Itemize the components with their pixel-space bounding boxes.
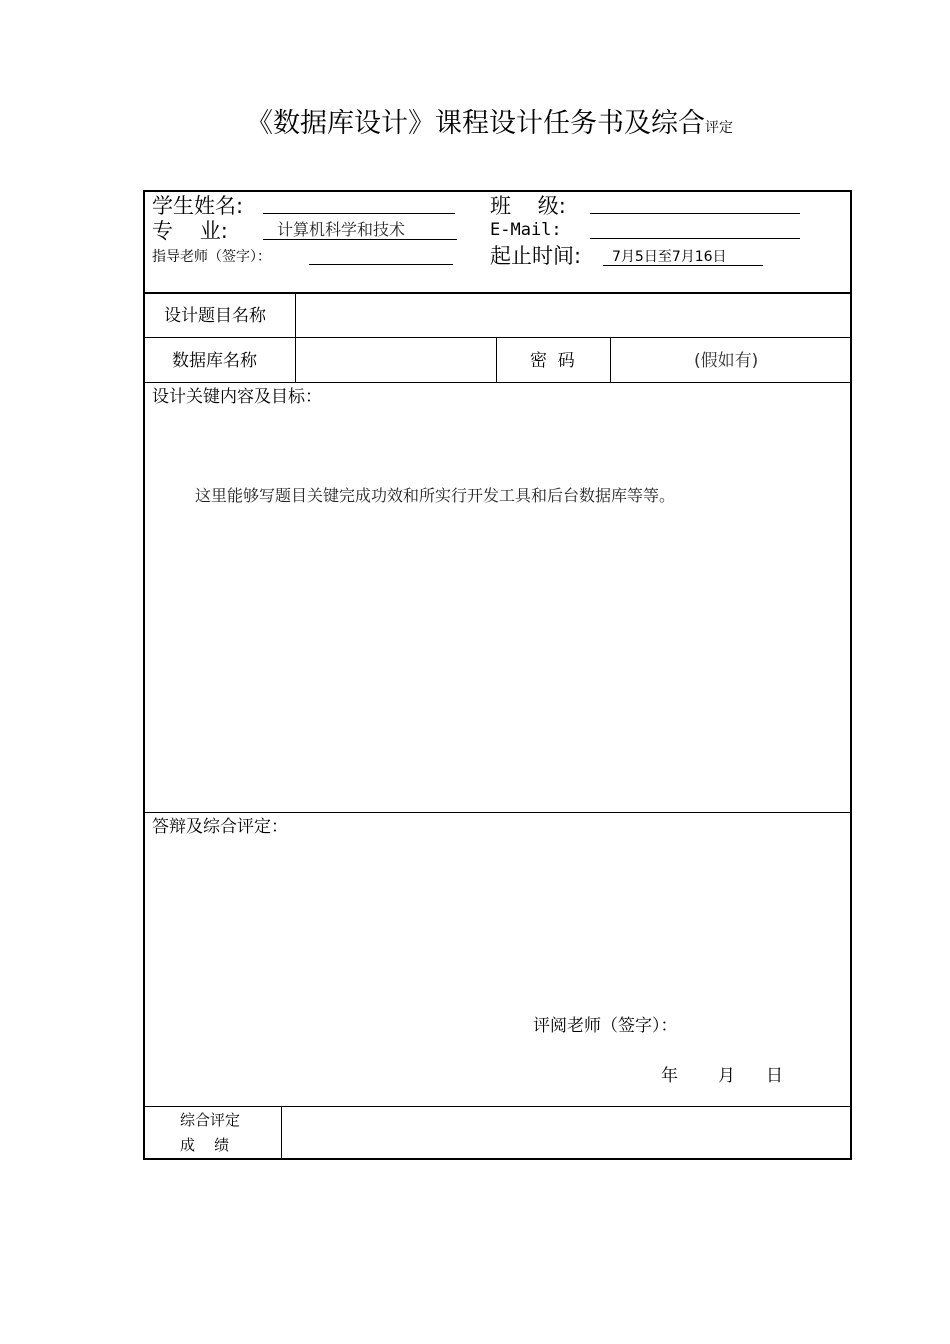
date-month: 月 [718,1066,735,1086]
title-suffix: 评定 [705,120,733,136]
divider-password-left [496,338,497,382]
divider-password-right [610,338,611,382]
major-value: 计算机科学和技术 [277,220,406,239]
defense-label: 答辩及综合评定： [152,817,288,837]
period-field[interactable] [603,265,763,266]
topic-label: 设计题目名称 [164,306,266,326]
class-label: 班 级: [490,194,566,218]
email-field[interactable] [590,238,800,239]
content-field[interactable] [145,410,850,810]
grade-label-line1: 综合评定 [180,1111,241,1129]
content-label: 设计关键内容及目标： [152,387,322,407]
divider-grade-column [281,1107,282,1158]
student-name-field[interactable] [263,213,455,214]
major-field[interactable] [263,239,457,240]
password-label: 密 码 [530,351,575,371]
grade-field[interactable] [283,1108,849,1157]
major-label: 专 业: [152,219,228,243]
divider-defense [143,1106,852,1107]
email-label: E-Mail: [490,220,562,240]
divider-label-column [295,293,296,382]
advisor-signature-field[interactable] [309,264,453,265]
advisor-label: 指导老师（签字）： [152,249,271,265]
topic-field[interactable] [297,294,849,336]
page-title [246,106,733,146]
class-field[interactable] [590,213,800,214]
divider-topic [143,337,852,338]
date-year: 年 [661,1066,678,1086]
reviewer-label: 评阅老师（签字）： [533,1016,678,1036]
password-value: (假如有) [694,351,759,371]
divider-content [143,812,852,813]
student-name-label: 学生姓名: [152,194,244,218]
period-value: 7月5日至7月16日 [612,249,727,265]
title-main: 《数据库设计》课程设计任务书及综合 [246,108,705,139]
content-hint: 这里能够写题目关键完成功效和所实行开发工具和后台数据库等等。 [195,486,676,505]
database-field[interactable] [297,339,495,381]
divider-database [143,382,852,383]
defense-field[interactable] [145,840,850,1010]
grade-label-line2: 成 绩 [180,1136,230,1154]
database-label: 数据库名称 [172,351,257,371]
period-label: 起止时间: [490,244,582,268]
date-day: 日 [766,1066,783,1086]
